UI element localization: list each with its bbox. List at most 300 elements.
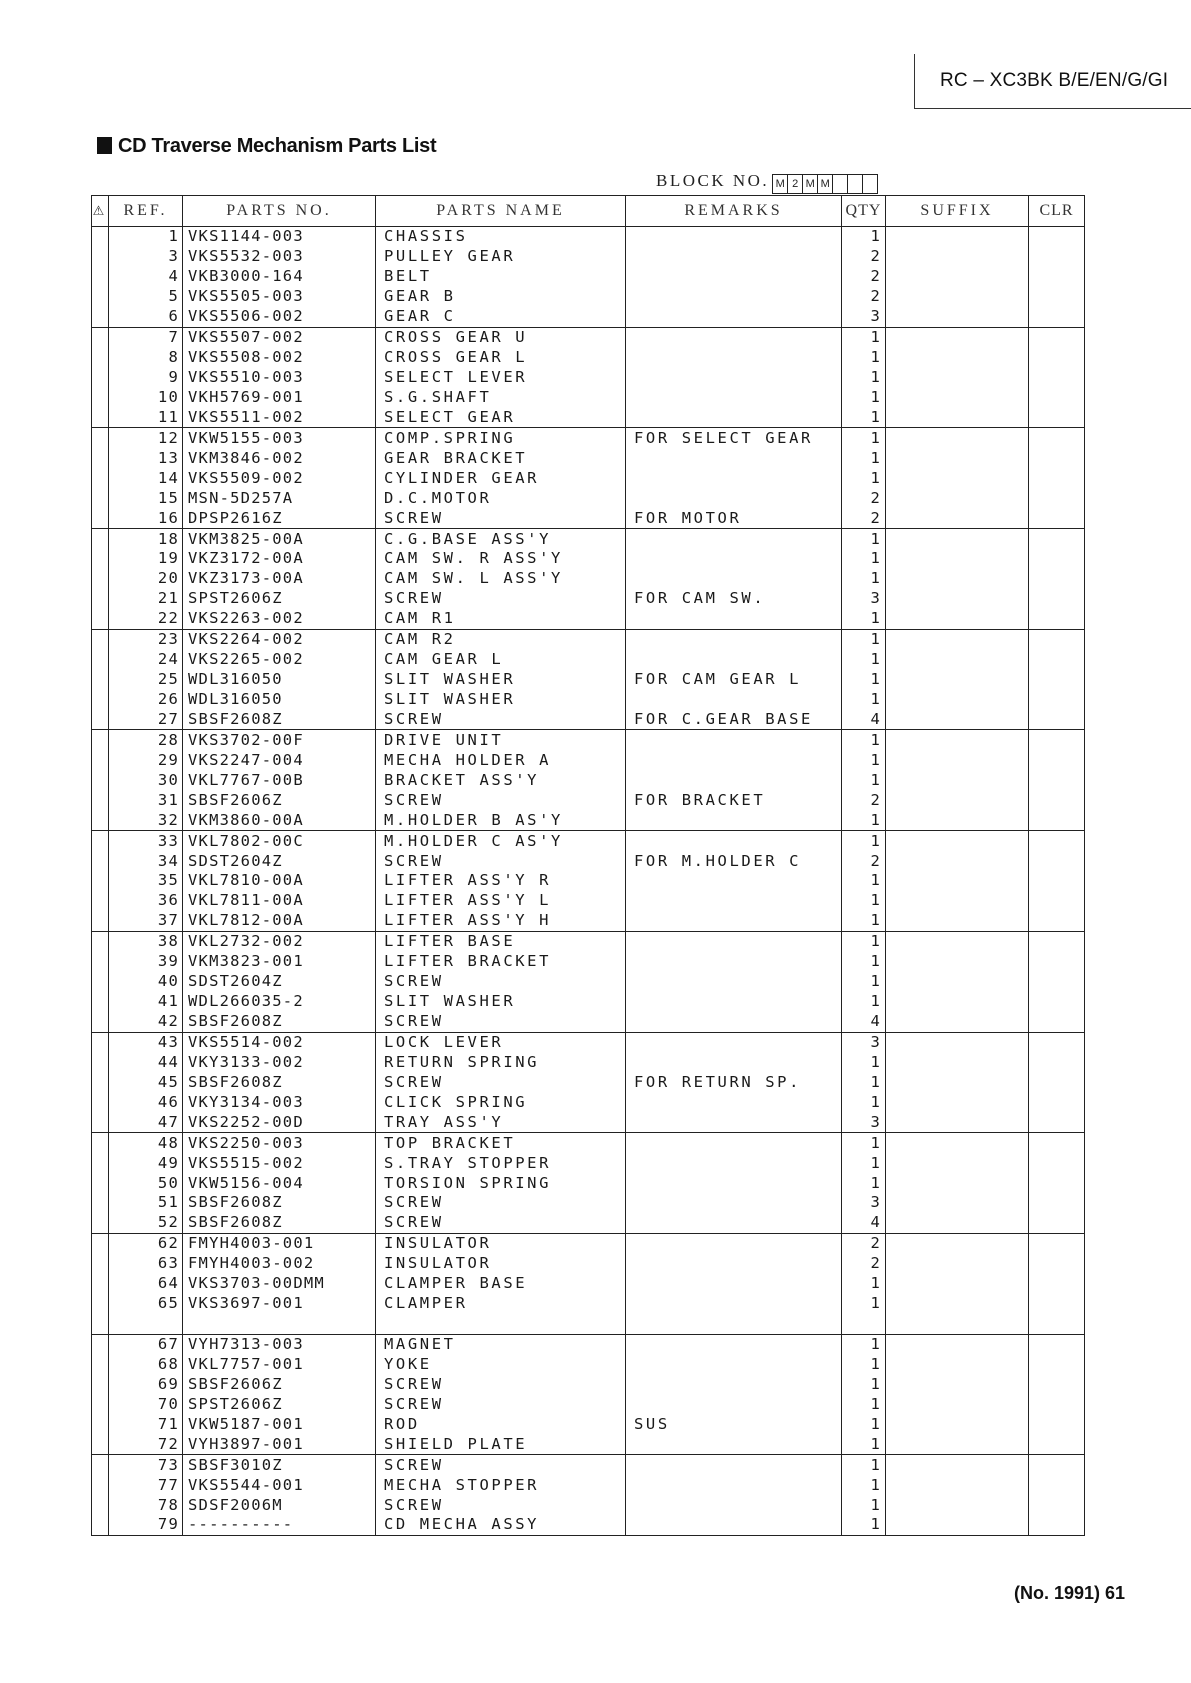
remarks-cell: FOR SELECT GEAR [626, 428, 842, 448]
suffix-cell [886, 1133, 1029, 1153]
qty-cell: 1 [842, 388, 886, 408]
warn-cell [92, 267, 109, 287]
parts-name-cell: TORSION SPRING [376, 1173, 626, 1193]
qty-cell: 2 [842, 267, 886, 287]
table-row [92, 730, 1085, 750]
ref-cell: 22 [109, 609, 183, 629]
clr-cell [1029, 1334, 1085, 1354]
warn-cell [92, 871, 109, 891]
warn-cell [92, 1012, 109, 1032]
table-row [92, 1213, 1085, 1233]
suffix-cell [886, 1355, 1029, 1375]
parts-name-cell: MAGNET [376, 1334, 626, 1354]
warn-cell [92, 670, 109, 690]
ref-cell: 45 [109, 1072, 183, 1092]
remarks-cell [626, 529, 842, 549]
warn-cell [92, 468, 109, 488]
suffix-cell [886, 710, 1029, 730]
suffix-cell [886, 1112, 1029, 1132]
warn-cell [92, 1475, 109, 1495]
suffix-cell [886, 1213, 1029, 1233]
clr-cell [1029, 1173, 1085, 1193]
suffix-cell [886, 1012, 1029, 1032]
warn-cell [92, 1052, 109, 1072]
warn-cell [92, 750, 109, 770]
warn-cell [92, 770, 109, 790]
table-row [92, 468, 1085, 488]
ref-cell: 47 [109, 1112, 183, 1132]
table-row [92, 952, 1085, 972]
parts-name-cell: S.G.SHAFT [376, 388, 626, 408]
qty-cell: 1 [842, 1072, 886, 1092]
clr-cell [1029, 790, 1085, 810]
parts-name-cell: LOCK LEVER [376, 1032, 626, 1052]
ref-cell: 30 [109, 770, 183, 790]
warn-cell [92, 1112, 109, 1132]
remarks-cell [626, 1032, 842, 1052]
ref-cell: 21 [109, 589, 183, 609]
suffix-cell [886, 227, 1029, 247]
suffix-cell [886, 750, 1029, 770]
remarks-cell [626, 1153, 842, 1173]
model-number: RC – XC3BK B/E/EN/G/GI [940, 70, 1169, 91]
warn-cell [92, 1193, 109, 1213]
parts-no-cell: VKS5509-002 [183, 468, 376, 488]
qty-cell: 1 [842, 690, 886, 710]
remarks-cell [626, 1012, 842, 1032]
block-cell: 2 [787, 174, 803, 194]
suffix-cell [886, 1254, 1029, 1274]
qty-cell: 1 [842, 931, 886, 951]
ref-cell: 3 [109, 247, 183, 267]
warn-cell [92, 710, 109, 730]
ref-cell: 16 [109, 508, 183, 528]
ref-cell: 4 [109, 267, 183, 287]
ref-cell: 29 [109, 750, 183, 770]
warn-cell [92, 287, 109, 307]
parts-name-cell: ROD [376, 1414, 626, 1434]
clr-cell [1029, 871, 1085, 891]
qty-cell: 2 [842, 790, 886, 810]
ref-cell: 8 [109, 348, 183, 368]
clr-cell [1029, 589, 1085, 609]
clr-cell [1029, 1294, 1085, 1314]
parts-name-cell: MECHA STOPPER [376, 1475, 626, 1495]
remarks-cell [626, 690, 842, 710]
suffix-cell [886, 891, 1029, 911]
clr-cell [1029, 267, 1085, 287]
clr-cell [1029, 1394, 1085, 1414]
parts-name-cell: LIFTER BRACKET [376, 952, 626, 972]
parts-no-cell: SDSF2006M [183, 1495, 376, 1515]
remarks-cell [626, 368, 842, 388]
ref-cell: 41 [109, 992, 183, 1012]
clr-cell [1029, 952, 1085, 972]
parts-no-cell: SBSF2608Z [183, 1193, 376, 1213]
suffix-cell [886, 1052, 1029, 1072]
ref-cell: 70 [109, 1394, 183, 1414]
suffix-cell [886, 1394, 1029, 1414]
warn-cell [92, 992, 109, 1012]
parts-no-cell: VKM3825-00A [183, 529, 376, 549]
qty-cell: 1 [842, 1052, 886, 1072]
table-row [92, 267, 1085, 287]
ref-cell: 20 [109, 569, 183, 589]
table-row [92, 1414, 1085, 1434]
clr-cell [1029, 1153, 1085, 1173]
clr-cell [1029, 710, 1085, 730]
parts-no-cell: WDL316050 [183, 690, 376, 710]
qty-cell: 1 [842, 1455, 886, 1475]
table-row [92, 1495, 1085, 1515]
parts-no-cell: VKS5511-002 [183, 407, 376, 427]
warn-cell [92, 1254, 109, 1274]
ref-cell: 65 [109, 1294, 183, 1314]
clr-cell [1029, 1254, 1085, 1274]
ref-cell: 79 [109, 1515, 183, 1535]
suffix-cell [886, 1274, 1029, 1294]
remarks-cell [626, 931, 842, 951]
parts-name-cell: M.HOLDER B AS'Y [376, 810, 626, 830]
ref-cell: 32 [109, 810, 183, 830]
remarks-cell [626, 972, 842, 992]
table-row [92, 750, 1085, 770]
parts-no-cell: VKZ3173-00A [183, 569, 376, 589]
parts-name-cell: SLIT WASHER [376, 690, 626, 710]
qty-cell: 1 [842, 407, 886, 427]
parts-name-cell: S.TRAY STOPPER [376, 1153, 626, 1173]
ref-cell: 36 [109, 891, 183, 911]
remarks-cell [626, 891, 842, 911]
table-row [92, 871, 1085, 891]
block-cell [862, 174, 878, 194]
ref-cell: 67 [109, 1334, 183, 1354]
suffix-cell [886, 1233, 1029, 1253]
warn-cell [92, 1495, 109, 1515]
remarks-cell [626, 1193, 842, 1213]
table-row [92, 710, 1085, 730]
parts-name-cell: TRAY ASS'Y [376, 1112, 626, 1132]
clr-cell [1029, 327, 1085, 347]
clr-cell [1029, 569, 1085, 589]
parts-no-cell: VYH7313-003 [183, 1334, 376, 1354]
qty-cell: 1 [842, 1153, 886, 1173]
table-row [92, 790, 1085, 810]
parts-name-cell: LIFTER ASS'Y L [376, 891, 626, 911]
remarks-cell [626, 1254, 842, 1274]
remarks-cell [626, 1374, 842, 1394]
table-row [92, 1032, 1085, 1052]
table-row [92, 1515, 1085, 1535]
parts-name-cell: C.G.BASE ASS'Y [376, 529, 626, 549]
parts-name-cell: CAM R1 [376, 609, 626, 629]
qty-cell: 1 [842, 730, 886, 750]
table-row [92, 1233, 1085, 1253]
block-cell [847, 174, 863, 194]
remarks-cell [626, 247, 842, 267]
ref-cell: 48 [109, 1133, 183, 1153]
clr-cell [1029, 1032, 1085, 1052]
qty-cell: 2 [842, 247, 886, 267]
parts-no-cell: SBSF2606Z [183, 790, 376, 810]
table-row [92, 287, 1085, 307]
remarks-cell [626, 227, 842, 247]
qty-cell: 1 [842, 348, 886, 368]
suffix-cell [886, 790, 1029, 810]
parts-name-cell: SCREW [376, 790, 626, 810]
parts-name-cell: GEAR BRACKET [376, 448, 626, 468]
clr-cell [1029, 690, 1085, 710]
ref-cell: 78 [109, 1495, 183, 1515]
col-warning [92, 196, 109, 227]
remarks-cell [626, 1475, 842, 1495]
qty-cell: 1 [842, 609, 886, 629]
table-row [92, 1012, 1085, 1032]
warn-cell [92, 1455, 109, 1475]
ref-cell: 33 [109, 831, 183, 851]
remarks-cell [626, 992, 842, 1012]
parts-name-cell: GEAR B [376, 287, 626, 307]
parts-no-cell: SBSF2608Z [183, 710, 376, 730]
suffix-cell [886, 307, 1029, 327]
parts-no-cell: VKS2252-00D [183, 1112, 376, 1132]
remarks-cell [626, 348, 842, 368]
qty-cell: 1 [842, 448, 886, 468]
warn-cell [92, 247, 109, 267]
warn-cell [92, 650, 109, 670]
remarks-cell [626, 1274, 842, 1294]
parts-no-cell: VKS3702-00F [183, 730, 376, 750]
suffix-cell [886, 972, 1029, 992]
ref-cell: 35 [109, 871, 183, 891]
table-row [92, 529, 1085, 549]
qty-cell: 1 [842, 468, 886, 488]
table-row [92, 1072, 1085, 1092]
suffix-cell [886, 609, 1029, 629]
remarks-cell: FOR RETURN SP. [626, 1072, 842, 1092]
parts-no-cell: VKW5156-004 [183, 1173, 376, 1193]
warn-cell [92, 529, 109, 549]
warn-cell [92, 1414, 109, 1434]
clr-cell [1029, 1193, 1085, 1213]
suffix-cell [886, 1173, 1029, 1193]
clr-cell [1029, 972, 1085, 992]
suffix-cell [886, 670, 1029, 690]
remarks-cell [626, 1294, 842, 1314]
suffix-cell [886, 1314, 1029, 1334]
remarks-cell: FOR CAM SW. [626, 589, 842, 609]
qty-cell: 1 [842, 549, 886, 569]
parts-name-cell: LIFTER ASS'Y R [376, 871, 626, 891]
remarks-cell [626, 730, 842, 750]
warn-cell [92, 1355, 109, 1375]
table-row [92, 690, 1085, 710]
parts-name-cell: SLIT WASHER [376, 670, 626, 690]
table-row [92, 992, 1085, 1012]
remarks-cell [626, 1455, 842, 1475]
warn-cell [92, 569, 109, 589]
ref-cell: 9 [109, 368, 183, 388]
ref-cell: 72 [109, 1434, 183, 1454]
ref-cell: 71 [109, 1414, 183, 1434]
parts-no-cell: SDST2604Z [183, 972, 376, 992]
qty-cell: 1 [842, 891, 886, 911]
remarks-cell [626, 1394, 842, 1414]
qty-cell: 1 [842, 750, 886, 770]
warn-cell [92, 407, 109, 427]
clr-cell [1029, 670, 1085, 690]
warn-cell [92, 549, 109, 569]
page-title [97, 135, 436, 158]
parts-no-cell: VKS2264-002 [183, 629, 376, 649]
parts-name-cell: SCREW [376, 508, 626, 528]
clr-cell [1029, 992, 1085, 1012]
qty-cell: 1 [842, 1274, 886, 1294]
parts-name-cell: SCREW [376, 589, 626, 609]
ref-cell: 10 [109, 388, 183, 408]
clr-cell [1029, 851, 1085, 871]
parts-no-cell: VKW5155-003 [183, 428, 376, 448]
clr-cell [1029, 488, 1085, 508]
suffix-cell [886, 650, 1029, 670]
suffix-cell [886, 992, 1029, 1012]
warn-cell [92, 488, 109, 508]
warn-cell [92, 1515, 109, 1535]
parts-no-cell: WDL316050 [183, 670, 376, 690]
suffix-cell [886, 267, 1029, 287]
warn-cell [92, 1274, 109, 1294]
parts-no-cell: FMYH4003-002 [183, 1254, 376, 1274]
parts-no-cell: VKZ3172-00A [183, 549, 376, 569]
parts-no-cell: VKS1144-003 [183, 227, 376, 247]
remarks-cell [626, 770, 842, 790]
warn-cell [92, 629, 109, 649]
parts-name-cell: RETURN SPRING [376, 1052, 626, 1072]
ref-cell: 27 [109, 710, 183, 730]
qty-cell: 2 [842, 488, 886, 508]
parts-name-cell: SCREW [376, 1394, 626, 1414]
qty-cell: 1 [842, 650, 886, 670]
table-row [92, 1394, 1085, 1414]
table-row [92, 1274, 1085, 1294]
suffix-cell [886, 770, 1029, 790]
parts-table-body [92, 227, 1085, 1536]
ref-cell: 39 [109, 952, 183, 972]
qty-cell: 3 [842, 1032, 886, 1052]
parts-name-cell: SCREW [376, 1193, 626, 1213]
col-remarks: REMARKS [626, 196, 842, 227]
qty-cell: 1 [842, 1092, 886, 1112]
suffix-cell [886, 287, 1029, 307]
parts-no-cell: VKL7812-00A [183, 911, 376, 931]
suffix-cell [886, 952, 1029, 972]
qty-cell: 4 [842, 1213, 886, 1233]
ref-cell: 28 [109, 730, 183, 750]
parts-no-cell: VKY3134-003 [183, 1092, 376, 1112]
remarks-cell: SUS [626, 1414, 842, 1434]
parts-no-cell: VKL2732-002 [183, 931, 376, 951]
suffix-cell [886, 388, 1029, 408]
qty-cell: 2 [842, 508, 886, 528]
parts-no-cell: VKS5505-003 [183, 287, 376, 307]
clr-cell [1029, 468, 1085, 488]
parts-no-cell: VKS3697-001 [183, 1294, 376, 1314]
suffix-cell [886, 1092, 1029, 1112]
parts-name-cell: CAM GEAR L [376, 650, 626, 670]
suffix-cell [886, 589, 1029, 609]
table-header-row [92, 196, 1085, 227]
clr-cell [1029, 1455, 1085, 1475]
clr-cell [1029, 1092, 1085, 1112]
parts-no-cell: VKH5769-001 [183, 388, 376, 408]
clr-cell [1029, 650, 1085, 670]
qty-cell: 1 [842, 871, 886, 891]
table-row [92, 629, 1085, 649]
parts-no-cell: VKL7767-00B [183, 770, 376, 790]
suffix-cell [886, 629, 1029, 649]
qty-cell: 1 [842, 569, 886, 589]
table-row [92, 851, 1085, 871]
parts-name-cell: CLAMPER [376, 1294, 626, 1314]
parts-name-cell: SCREW [376, 710, 626, 730]
table-row [92, 589, 1085, 609]
parts-no-cell: VKL7757-001 [183, 1355, 376, 1375]
suffix-cell [886, 851, 1029, 871]
remarks-cell [626, 750, 842, 770]
suffix-cell [886, 1475, 1029, 1495]
suffix-cell [886, 348, 1029, 368]
suffix-cell [886, 247, 1029, 267]
ref-cell: 14 [109, 468, 183, 488]
parts-name-cell: CYLINDER GEAR [376, 468, 626, 488]
table-row [92, 569, 1085, 589]
parts-no-cell: ---------- [183, 1515, 376, 1535]
remarks-cell [626, 267, 842, 287]
remarks-cell: FOR CAM GEAR L [626, 670, 842, 690]
table-row [92, 488, 1085, 508]
remarks-cell [626, 1434, 842, 1454]
page-title-text: CD Traverse Mechanism Parts List [118, 135, 437, 157]
parts-name-cell: SELECT LEVER [376, 368, 626, 388]
parts-no-cell: VKS5507-002 [183, 327, 376, 347]
ref-cell: 43 [109, 1032, 183, 1052]
table-row [92, 1254, 1085, 1274]
warn-cell [92, 428, 109, 448]
ref-cell: 24 [109, 650, 183, 670]
qty-cell: 1 [842, 1133, 886, 1153]
qty-cell: 1 [842, 972, 886, 992]
remarks-cell [626, 1515, 842, 1535]
warn-cell [92, 911, 109, 931]
warn-cell [92, 1434, 109, 1454]
warn-cell [92, 1213, 109, 1233]
remarks-cell [626, 1334, 842, 1354]
parts-name-cell: BELT [376, 267, 626, 287]
parts-no-cell: SBSF2608Z [183, 1213, 376, 1233]
block-cell: M [772, 174, 788, 194]
qty-cell: 1 [842, 529, 886, 549]
remarks-cell [626, 327, 842, 347]
table-row [92, 670, 1085, 690]
table-row [92, 227, 1085, 247]
qty-cell: 1 [842, 1394, 886, 1414]
parts-name-cell: CROSS GEAR L [376, 348, 626, 368]
qty-cell: 1 [842, 952, 886, 972]
ref-cell: 18 [109, 529, 183, 549]
suffix-cell [886, 1032, 1029, 1052]
parts-name-cell: CAM SW. L ASS'Y [376, 569, 626, 589]
suffix-cell [886, 549, 1029, 569]
